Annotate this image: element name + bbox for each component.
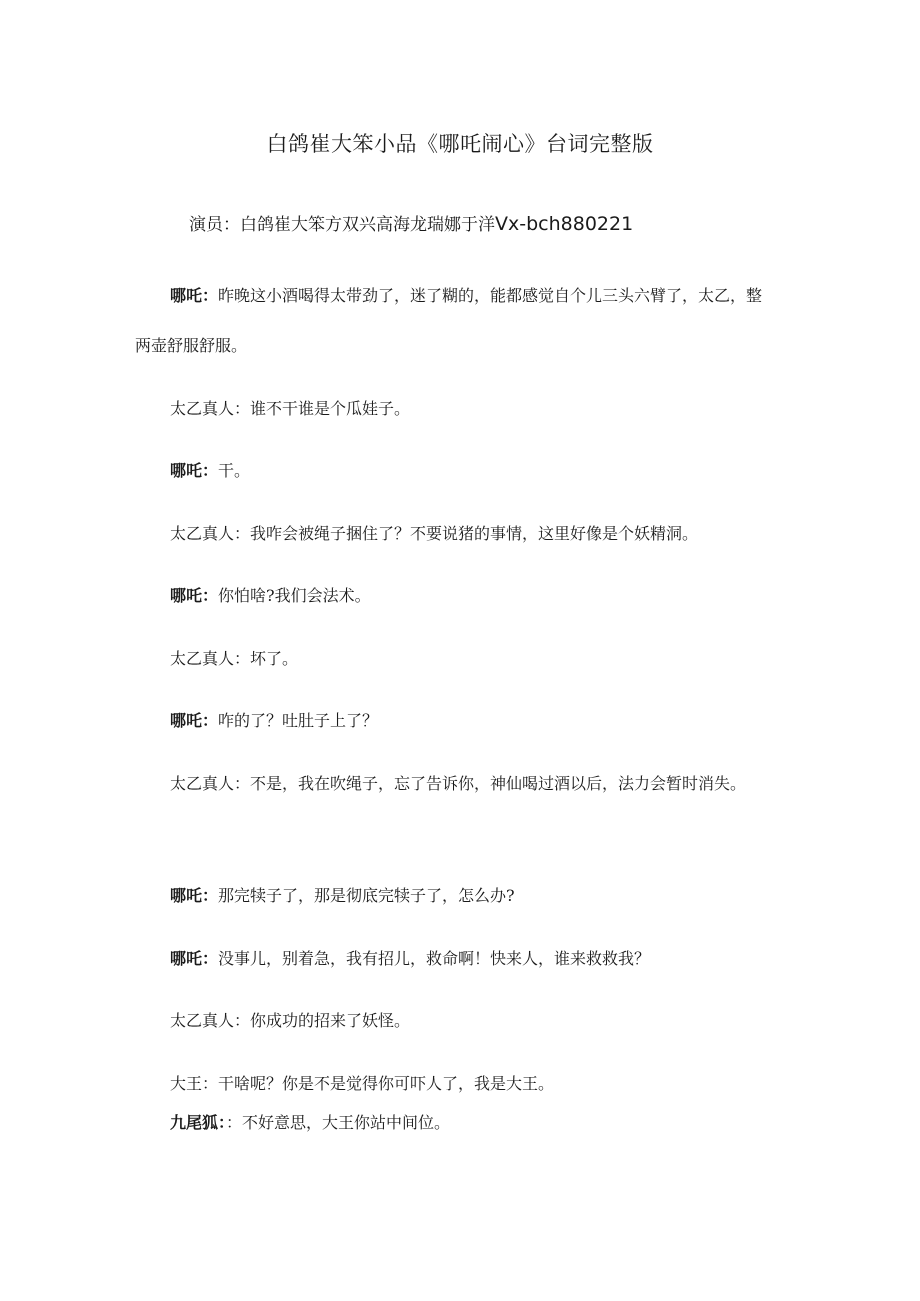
dialogue-line <box>135 509 775 559</box>
dialogue-text: 咋的了？吐肚子上了？ <box>218 711 379 730</box>
speaker-name: 哪吒： <box>170 886 219 905</box>
dialogue-text: 干啥呢？你是不是觉得你可吓人了，我是大王。 <box>218 1074 555 1093</box>
dialogue-text: 你怕啥?我们会法术。 <box>218 586 371 605</box>
cast-contact: Vx-bch880221 <box>495 213 634 235</box>
speaker-name: 大王： <box>170 1074 219 1093</box>
speaker-name: 哪吒： <box>170 949 219 968</box>
dialogue-text: 不是，我在吹绳子，忘了告诉你，神仙喝过酒以后，法力会暂时消失。 <box>250 774 747 793</box>
speaker-name: 九尾狐： <box>170 1113 227 1132</box>
dialogue-text: ：不好意思，大王你站中间位。 <box>226 1113 451 1132</box>
speaker-name: 太乙真人： <box>170 524 251 543</box>
document-title: 白鸽崔大笨小品《哪吒闹心》台词完整版 <box>266 132 654 156</box>
speaker-name: 哪吒： <box>170 711 219 730</box>
speaker-name: 哪吒： <box>170 286 219 305</box>
dialogue-text: 坏了。 <box>250 649 299 668</box>
dialogue-text: 没事儿，别着急，我有招儿，救命啊！快来人，谁来救救我？ <box>218 949 651 968</box>
speaker-name: 太乙真人： <box>170 649 251 668</box>
dialogue-line <box>135 384 775 434</box>
speaker-name: 太乙真人： <box>170 774 251 793</box>
speaker-name: 哪吒： <box>170 586 219 605</box>
speaker-name: 哪吒： <box>170 461 219 480</box>
dialogue-line <box>135 446 775 496</box>
cast-label: 演员： <box>189 215 240 235</box>
dialogue-text: 干。 <box>218 461 251 480</box>
dialogue-line <box>135 996 775 1046</box>
dialogue-text: 谁不干谁是个瓜娃子。 <box>250 399 411 418</box>
dialogue-line <box>135 696 775 746</box>
cast-line <box>189 210 633 235</box>
dialogue-line <box>135 759 775 809</box>
dialogue-line <box>135 571 775 621</box>
dialogue-line <box>135 271 775 371</box>
dialogue-text: 你成功的招来了妖怪。 <box>250 1011 411 1030</box>
dialogue-text: 那完犊子了，那是彻底完犊子了，怎么办? <box>218 886 515 905</box>
dialogue-line <box>135 871 775 921</box>
cast-names: 白鸽崔大笨方双兴高海龙瑞娜于洋 <box>240 215 495 235</box>
dialogue-line <box>135 634 775 684</box>
dialogue-text: 我咋会被绳子捆住了？不要说猪的事情，这里好像是个妖精洞。 <box>250 524 699 543</box>
dialogue-line <box>135 1098 775 1148</box>
speaker-name: 太乙真人： <box>170 1011 251 1030</box>
dialogue-text: 昨晚这小酒喝得太带劲了，迷了糊的，能都感觉自个儿三头六臂了，太乙，整两壶舒服舒服。 <box>135 286 763 355</box>
dialogue-line <box>135 934 775 984</box>
speaker-name: 太乙真人： <box>170 399 251 418</box>
